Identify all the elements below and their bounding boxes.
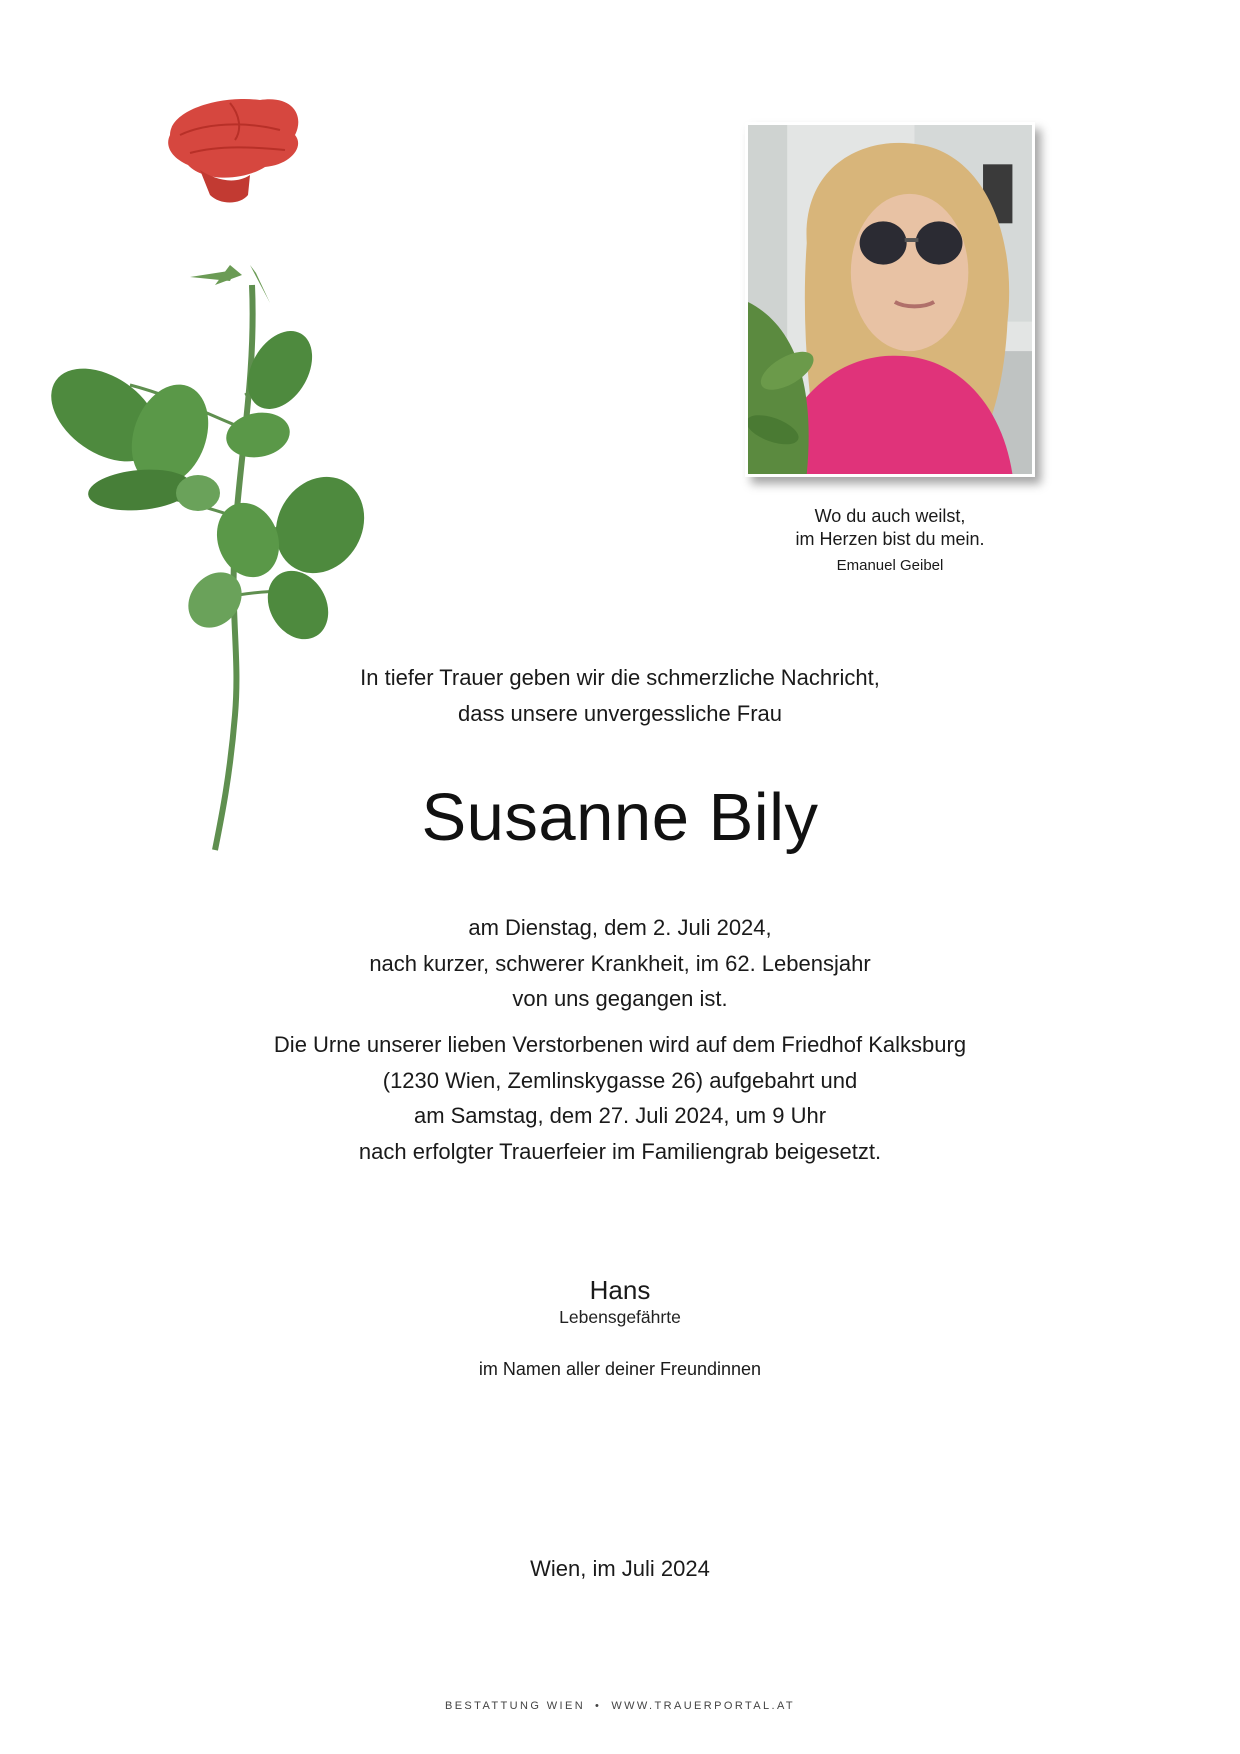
on-behalf-text: im Namen aller deiner Freundinnen bbox=[478, 1359, 762, 1379]
deceased-name: Susanne Bily bbox=[421, 780, 819, 855]
burial-line: (1230 Wien, Zemlinskygasse 26) aufgebahrt und bbox=[382, 1067, 858, 1093]
burial-line: am Samstag, dem 27. Juli 2024, um 9 Uhr bbox=[413, 1103, 827, 1128]
place-date: Wien, im Juli 2024 bbox=[530, 1556, 710, 1581]
footer-company: BESTATTUNG WIEN bbox=[444, 1700, 586, 1712]
portrait-image bbox=[748, 125, 1032, 474]
quote-line: im Herzen bist du mein. bbox=[795, 529, 985, 549]
footer-website: WWW.TRAUERPORTAL.AT bbox=[611, 1700, 796, 1712]
mourner-name: Hans bbox=[589, 1275, 651, 1305]
burial-line: Die Urne unserer lieben Verstorbenen wird auf dem Friedhof Kalksburg bbox=[273, 1032, 967, 1057]
death-line: nach kurzer, schwerer Krankheit, im 62. Lebensjahr bbox=[369, 950, 871, 976]
death-line: von uns gegangen ist. bbox=[512, 986, 728, 1011]
quote-block bbox=[740, 505, 1040, 577]
quote-author: Emanuel Geibel bbox=[836, 557, 944, 574]
quote-line: Wo du auch weilst, bbox=[814, 506, 966, 526]
burial-details bbox=[150, 1027, 1090, 1169]
footer bbox=[300, 1700, 940, 1712]
rose-illustration bbox=[30, 95, 410, 855]
footer-separator: • bbox=[595, 1700, 602, 1712]
intro-line: In tiefer Trauer geben wir die schmerzliche Nachricht, bbox=[360, 665, 880, 690]
intro-text bbox=[200, 660, 1040, 732]
portrait-photo bbox=[745, 122, 1035, 477]
intro-line: dass unsere unvergessliche Frau bbox=[457, 701, 783, 726]
death-line: am Dienstag, dem 2. Juli 2024, bbox=[468, 915, 772, 940]
death-details bbox=[150, 910, 1090, 1017]
mourner-role: Lebensgefährte bbox=[559, 1307, 681, 1327]
mourner-block bbox=[400, 1274, 840, 1328]
burial-line: nach erfolgter Trauerfeier im Familiengrab beigesetzt. bbox=[358, 1138, 882, 1164]
